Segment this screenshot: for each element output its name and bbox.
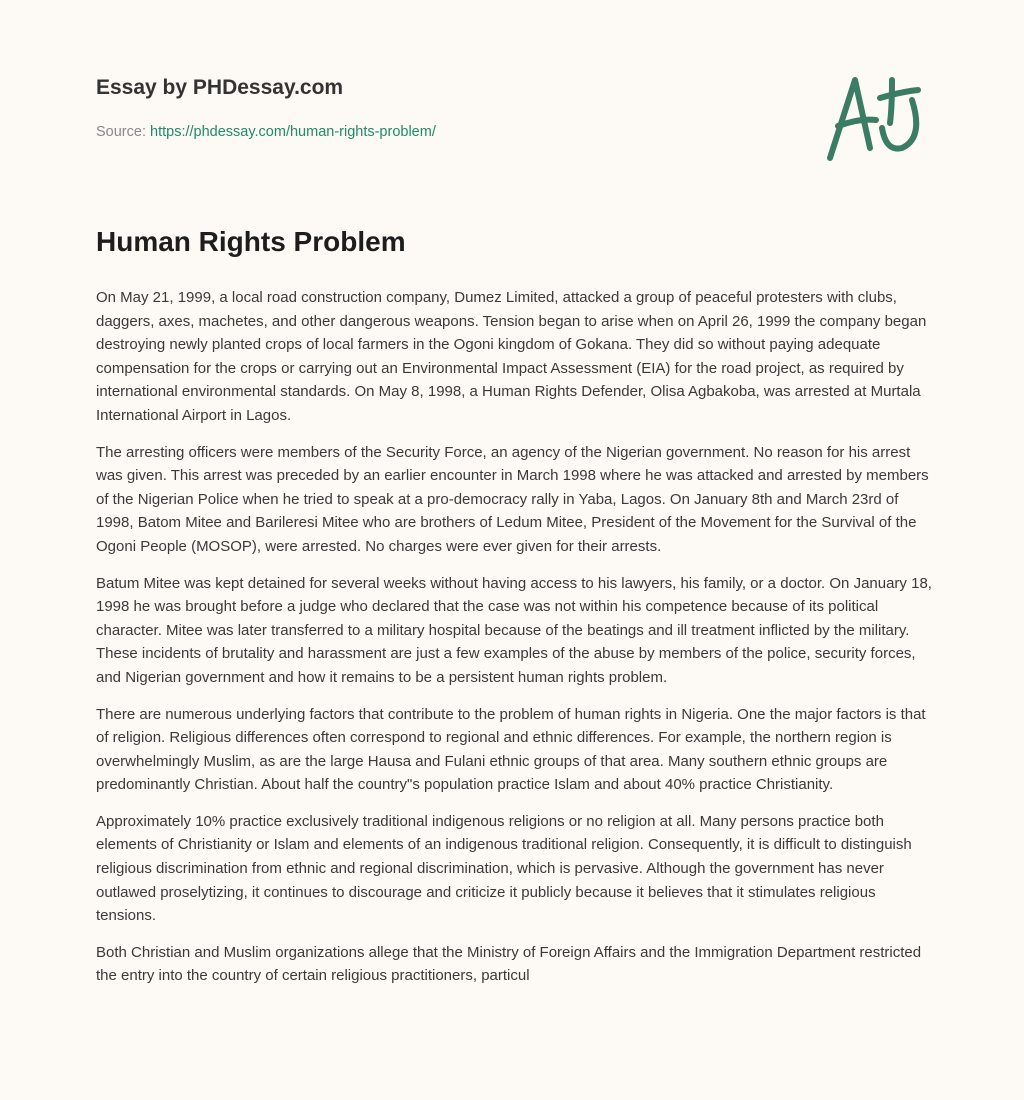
page-title: Human Rights Problem [96,226,406,257]
source-line [96,124,436,140]
a-plus-grade-icon [820,68,930,168]
source-label: Source: [96,124,146,140]
source-link[interactable]: https://phdessay.com/human-rights-problem/ [150,124,436,140]
paragraph: Approximately 10% practice exclusively traditional indigenous religions or no religion at all. Many persons practice both elements of Christianity or Islam and elements of an indigenous traditional religion. Consequently, it is difficult to distinguish religious discrimination from ethnic and regional discrimination, which is pervasive. Although the government has never outlawed proselytizing, it continues to discourage and criticize it publicly because it believes that it stimulates religious tensions. [96,812,912,925]
site-title: Essay by PHDessay.com [96,76,344,99]
paragraph: Both Christian and Muslim organizations allege that the Ministry of Foreign Affairs and the Immigration Department restricted the entry into the country of certain religious practitioners, particul [96,943,922,985]
paragraph: The arresting officers were members of the Security Force, an agency of the Nigerian government. No reason for his arrest was given. This arrest was preceded by an earlier encounter in March 1998 where he was attacked and arrested by members of the Nigerian Police when he tried to speak at a pro-democracy rally in Yaba, Lagos. On January 8th and March 23rd of 1998, Batom Mitee and Barileresi Mitee who are brothers of Ledum Mitee, President of the Movement for the Survival of the Ogoni People (MOSOP), were arrested. No charges were ever given for their arrests. [96,443,929,555]
paragraph: There are numerous underlying factors that contribute to the problem of human rights in Nigeria. One the major factors is that of religion. Religious differences often correspond to regional and ethnic differences. For example, the northern region is overwhelmingly Muslim, as are the large Hausa and Fulani ethnic groups of that area. Many southern ethnic groups are predominantly Christian. About half the country"s population practice Islam and about 40% practice Christianity. [96,705,926,794]
paragraph: Batum Mitee was kept detained for several weeks without having access to his lawyers, his family, or a doctor. On January 18, 1998 he was brought before a judge who declared that the case was not within his competence because of its political character. Mitee was later transferred to a military hospital because of the beatings and ill treatment inflicted by the military. These incidents of brutality and harassment are just a few examples of the abuse by members of the police, security forces, and Nigerian government and how it remains to be a persistent human rights problem. [96,574,932,686]
essay-body [96,286,932,1001]
paragraph: On May 21, 1999, a local road construction company, Dumez Limited, attacked a group of peaceful protesters with clubs, daggers, axes, machetes, and other dangerous weapons. Tension began to arise when on April 26, 1999 the company began destroying newly planted crops of local farmers in the Ogoni kingdom of Gokana. They did so without paying adequate compensation for the crops or carrying out an Environmental Impact Assessment (EIA) for the road project, as required by international environmental standards. On May 8, 1998, a Human Rights Defender, Olisa Agbakoba, was arrested at Murtala International Airport in Lagos. [96,289,927,424]
